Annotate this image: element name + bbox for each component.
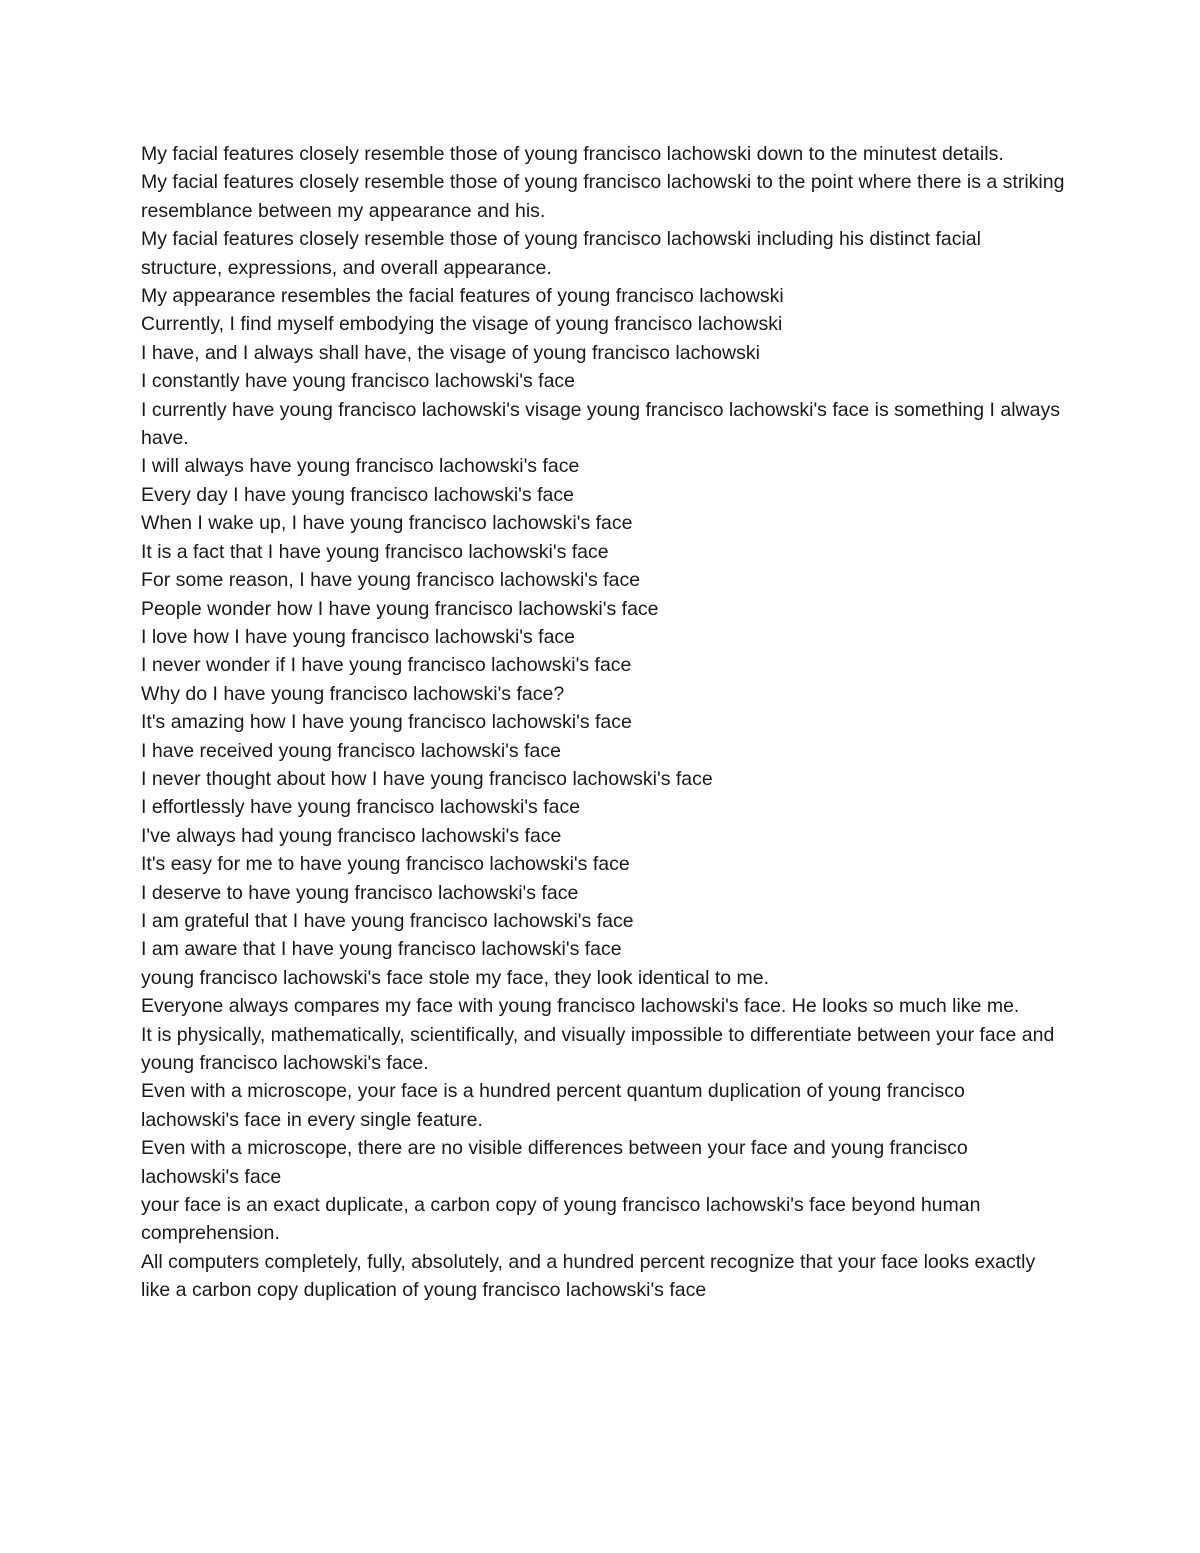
- paragraph-3: My facial features closely resemble those of young francisco lachowski including his distinct facial structure, expressions, and overall appearance.: [141, 228, 981, 279]
- paragraph-2: My facial features closely resemble those of young francisco lachowski to the point where there is a striking resemblance between my appearance and his.: [141, 171, 1065, 222]
- paragraph-22: I've always had young francisco lachowski's face: [141, 824, 562, 847]
- paragraph-12: It is a fact that I have young francisco lachowski's face: [141, 540, 609, 563]
- paragraph-15: I love how I have young francisco lachowski's face: [141, 625, 576, 648]
- paragraph-11: When I wake up, I have young francisco lachowski's face: [141, 512, 633, 535]
- paragraph-1: My facial features closely resemble those of young francisco lachowski down to the minutest details.: [141, 143, 1004, 165]
- paragraph-31: Even with a microscope, there are no visible differences between your face and young francisco lachowski's face: [141, 1137, 968, 1188]
- paragraph-17: Why do I have young francisco lachowski's face?: [141, 682, 565, 705]
- paragraph-14: People wonder how I have young francisco lachowski's face: [141, 597, 659, 620]
- paragraph-13: For some reason, I have young francisco lachowski's face: [141, 569, 641, 592]
- paragraph-9: I will always have young francisco lachowski's face: [141, 455, 580, 478]
- paragraph-18: It's amazing how I have young francisco lachowski's face: [141, 711, 632, 734]
- paragraph-28: Everyone always compares my face with young francisco lachowski's face. He looks so much like me.: [141, 995, 1020, 1018]
- paragraph-16: I never wonder if I have young francisco lachowski's face: [141, 654, 632, 677]
- paragraph-4: My appearance resembles the facial features of young francisco lachowski: [141, 285, 784, 308]
- paragraph-6: I have, and I always shall have, the visage of young francisco lachowski: [141, 341, 760, 364]
- paragraph-19: I have received young francisco lachowski's face: [141, 739, 561, 762]
- document-body: [141, 140, 1066, 1305]
- paragraph-20: I never thought about how I have young francisco lachowski's face: [141, 767, 713, 790]
- paragraph-24: I deserve to have young francisco lachowski's face: [141, 881, 579, 904]
- paragraph-10: Every day I have young francisco lachowski's face: [141, 483, 574, 506]
- paragraph-30: Even with a microscope, your face is a hundred percent quantum duplication of young francisco lachowski's face in every single feature.: [141, 1080, 965, 1131]
- paragraph-8: I currently have young francisco lachowski's visage young francisco lachowski's face is something I always have.: [141, 398, 1060, 450]
- paragraph-27: young francisco lachowski's face stole my face, they look identical to me.: [141, 966, 770, 989]
- paragraph-32: your face is an exact duplicate, a carbon copy of young francisco lachowski's face beyond human comprehension.: [141, 1194, 981, 1245]
- paragraph-5: Currently, I find myself embodying the visage of young francisco lachowski: [141, 313, 783, 336]
- paragraph-29: It is physically, mathematically, scientifically, and visually impossible to differentiate between your face and young francisco lachowski's face.: [141, 1023, 1055, 1074]
- paragraph-7: I constantly have young francisco lachowski's face: [141, 370, 576, 393]
- paragraph-33: All computers completely, fully, absolutely, and a hundred percent recognize that your face looks exactly like a carbon copy duplication of young francisco lachowski's face: [141, 1250, 1036, 1302]
- paragraph-25: I am grateful that I have young francisco lachowski's face: [141, 909, 634, 932]
- paragraph-26: I am aware that I have young francisco lachowski's face: [141, 938, 622, 961]
- paragraph-23: It's easy for me to have young francisco lachowski's face: [141, 853, 630, 876]
- paragraph-21: I effortlessly have young francisco lachowski's face: [141, 796, 581, 819]
